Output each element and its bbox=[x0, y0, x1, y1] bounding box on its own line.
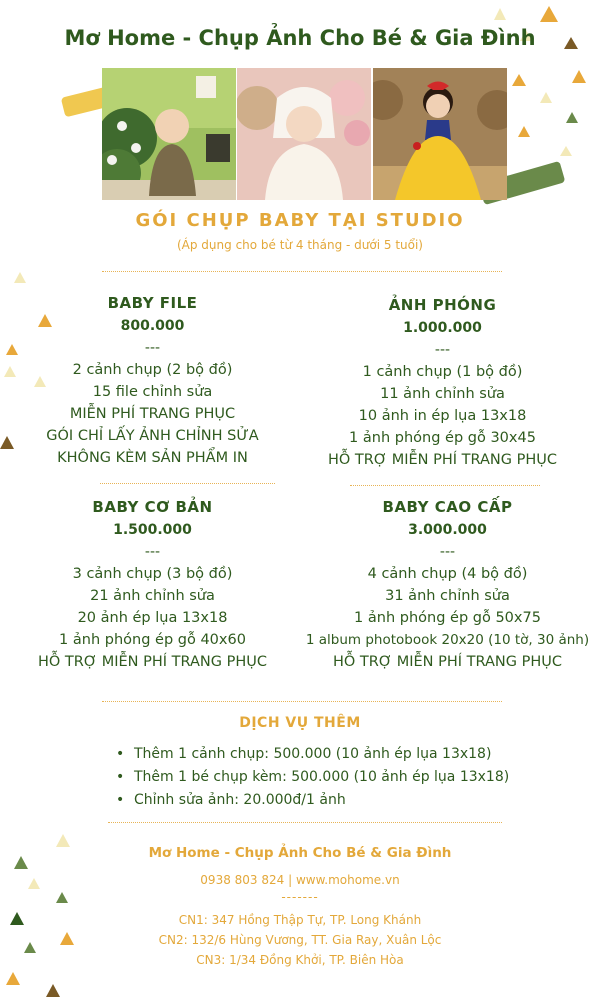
package-name: BABY CƠ BẢN bbox=[92, 498, 213, 516]
package-price: 1.500.000 bbox=[113, 522, 192, 538]
baby-snow-white-photo bbox=[373, 68, 507, 200]
package-feature: 10 ảnh in ép lụa 13x18 bbox=[358, 408, 527, 424]
package-feature: 31 ảnh chỉnh sửa bbox=[385, 588, 510, 604]
footer-brand: Mơ Home - Chụp Ảnh Cho Bé & Gia Đình bbox=[148, 845, 452, 861]
extras-title: DỊCH VỤ THÊM bbox=[239, 715, 361, 731]
package-feature: 2 cảnh chụp (2 bộ đồ) bbox=[72, 362, 233, 378]
package-name: BABY CAO CẤP bbox=[382, 498, 513, 516]
package-feature: 1 ảnh phóng ép gỗ 30x45 bbox=[349, 430, 536, 446]
package-feature: 21 ảnh chỉnh sửa bbox=[90, 588, 215, 604]
baby-princess-photo bbox=[237, 68, 371, 200]
studio-package-subtitle: (Áp dụng cho bé từ 4 tháng - dưới 5 tuổi) bbox=[176, 238, 423, 252]
decor-triangle-icon bbox=[14, 272, 26, 283]
package-anh-phong bbox=[300, 293, 585, 471]
package-price: 800.000 bbox=[120, 318, 185, 334]
package-baby-file bbox=[0, 291, 305, 469]
package-feature: HỖ TRỢ MIỄN PHÍ TRANG PHỤC bbox=[328, 452, 557, 468]
page-title: Mơ Home - Chụp Ảnh Cho Bé & Gia Đình bbox=[64, 26, 536, 50]
decor-triangle-icon bbox=[512, 74, 526, 86]
package-feature: 1 ảnh phóng ép gỗ 50x75 bbox=[354, 610, 541, 626]
decor-triangle-icon bbox=[540, 92, 552, 103]
baby-garden-photo bbox=[102, 68, 236, 200]
decor-triangle-icon bbox=[540, 6, 558, 22]
divider bbox=[102, 271, 502, 272]
extras-item: • Thêm 1 cảnh chụp: 500.000 (10 ảnh ép lụa 13x18) bbox=[130, 743, 550, 766]
package-baby-co-ban bbox=[0, 495, 305, 673]
package-feature: 15 file chỉnh sửa bbox=[92, 384, 213, 400]
package-feature: 3 cảnh chụp (3 bộ đồ) bbox=[72, 566, 233, 582]
footer-separator: ------- bbox=[281, 890, 319, 904]
footer-address: CN2: 132/6 Hùng Vương, TT. Gia Ray, Xuân Lộc bbox=[158, 933, 442, 947]
package-feature: GÓI CHỈ LẤY ẢNH CHỈNH SỬA bbox=[46, 428, 259, 444]
extras-item: • Chỉnh sửa ảnh: 20.000đ/1 ảnh bbox=[130, 789, 550, 812]
package-feature: 1 album photobook 20x20 (10 tờ, 30 ảnh) bbox=[305, 632, 590, 648]
divider bbox=[102, 701, 502, 702]
package-price: 3.000.000 bbox=[408, 522, 487, 538]
package-feature: HỖ TRỢ MIỄN PHÍ TRANG PHỤC bbox=[38, 654, 267, 670]
extras-list bbox=[130, 743, 550, 812]
package-feature: 1 cảnh chụp (1 bộ đồ) bbox=[362, 364, 523, 380]
footer-address: CN1: 347 Hồng Thập Tự, TP. Long Khánh bbox=[178, 913, 422, 927]
package-separator: --- bbox=[144, 544, 161, 560]
divider bbox=[100, 483, 275, 484]
package-separator: --- bbox=[434, 342, 451, 358]
decor-triangle-icon bbox=[494, 8, 506, 20]
decor-triangle-icon bbox=[560, 146, 572, 156]
package-feature: 11 ảnh chỉnh sửa bbox=[380, 386, 505, 402]
package-feature: KHÔNG KÈM SẢN PHẨM IN bbox=[57, 450, 248, 466]
package-feature: 4 cảnh chụp (4 bộ đồ) bbox=[367, 566, 528, 582]
footer-contact: 0938 803 824 | www.mohome.vn bbox=[200, 873, 400, 887]
decor-triangle-icon bbox=[566, 112, 578, 123]
package-separator: --- bbox=[439, 544, 456, 560]
package-name: BABY FILE bbox=[107, 294, 198, 312]
divider bbox=[108, 822, 502, 823]
footer-address: CN3: 1/34 Đồng Khởi, TP. Biên Hòa bbox=[196, 953, 404, 967]
decor-triangle-icon bbox=[518, 126, 530, 137]
extras-item: • Thêm 1 bé chụp kèm: 500.000 (10 ảnh ép lụa 13x18) bbox=[130, 766, 550, 789]
package-separator: --- bbox=[144, 340, 161, 356]
decor-triangle-icon bbox=[572, 70, 586, 83]
package-price: 1.000.000 bbox=[403, 320, 482, 336]
package-name: ẢNH PHÓNG bbox=[388, 296, 497, 314]
studio-package-title: GÓI CHỤP BABY TẠI STUDIO bbox=[135, 210, 465, 231]
package-baby-cao-cap bbox=[295, 495, 600, 673]
package-feature: MIỄN PHÍ TRANG PHỤC bbox=[69, 406, 236, 422]
divider bbox=[350, 485, 540, 486]
decor-triangle-icon bbox=[6, 972, 20, 985]
package-feature: 1 ảnh phóng ép gỗ 40x60 bbox=[59, 632, 246, 648]
decor-triangle-icon bbox=[46, 984, 60, 997]
package-feature: HỖ TRỢ MIỄN PHÍ TRANG PHỤC bbox=[333, 654, 562, 670]
package-feature: 20 ảnh ép lụa 13x18 bbox=[77, 610, 228, 626]
